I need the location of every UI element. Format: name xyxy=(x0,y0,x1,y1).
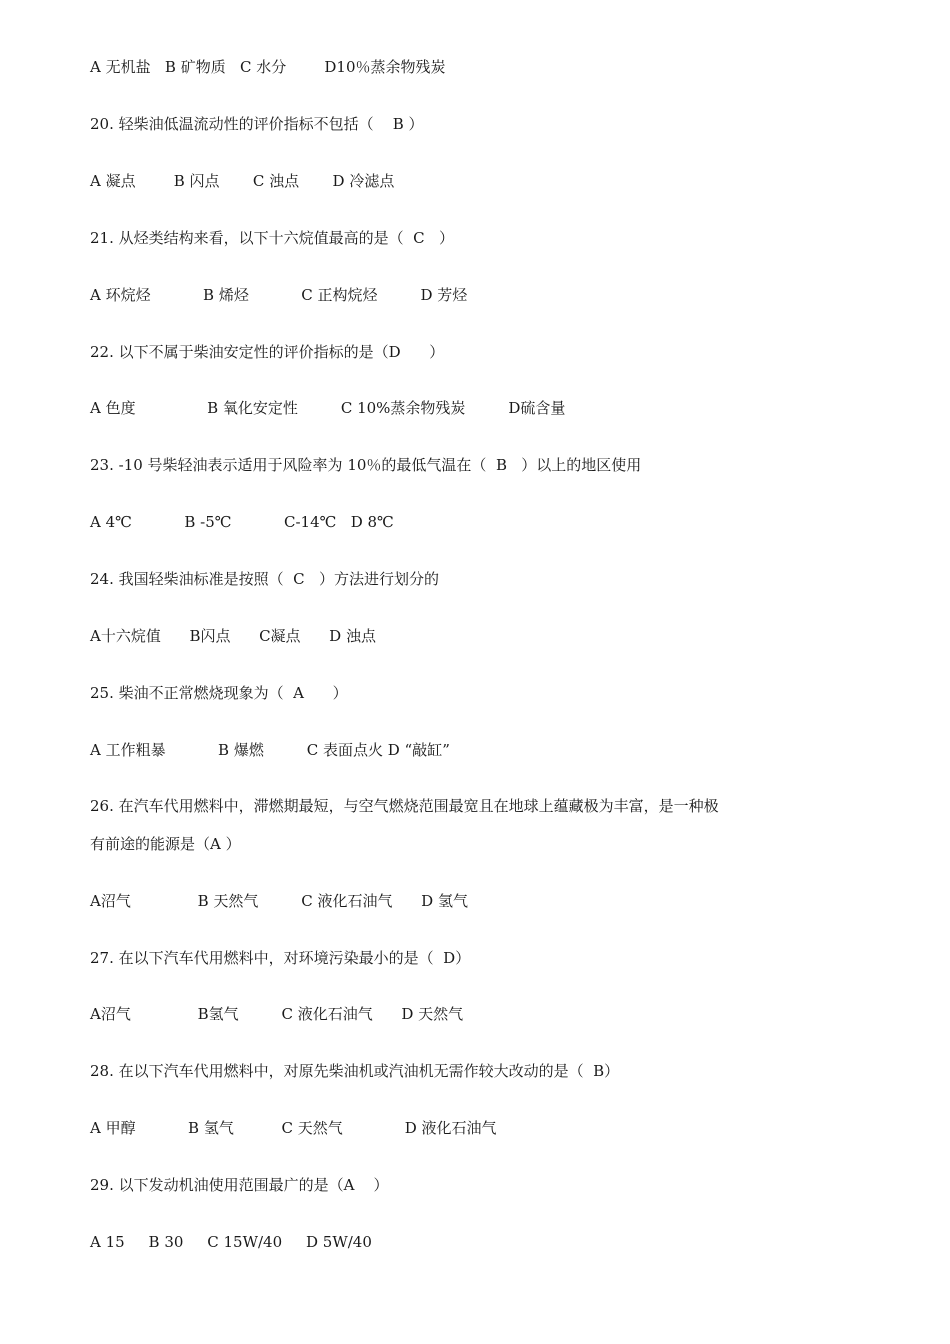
question-23: 23. -10 号柴轻油表示适用于风险率为 10％的最低气温在（ B ）以上的地区使用 xyxy=(90,456,642,474)
question-22: 22. 以下不属于柴油安定性的评价指标的是（D ） xyxy=(90,343,445,361)
options-q25: A 工作粗暴 B 爆燃 C 表面点火 D “敲缸” xyxy=(90,741,450,759)
question-20: 20. 轻柴油低温流动性的评价指标不包括（ B ） xyxy=(90,115,424,133)
options-q20: A 凝点 B 闪点 C 浊点 D 冷滤点 xyxy=(90,172,395,190)
options-q27: A沼气 B氢气 C 液化石油气 D 天然气 xyxy=(90,1005,464,1023)
options-q29: A 15 B 30 C 15W/40 D 5W/40 xyxy=(90,1233,372,1251)
question-21: 21. 从烃类结构来看，以下十六烷值最高的是（ C ） xyxy=(90,229,454,247)
options-q22: A 色度 B 氧化安定性 C 10%蒸余物残炭 D硫含量 xyxy=(90,399,566,417)
question-25: 25. 柴油不正常燃烧现象为（ A ） xyxy=(90,684,348,702)
options-q24: A十六烷值 B闪点 C凝点 D 浊点 xyxy=(90,627,376,645)
question-27: 27. 在以下汽车代用燃料中，对环境污染最小的是（ D） xyxy=(90,949,471,967)
options-q19: A 无机盐 B 矿物质 C 水分 D10％蒸余物残炭 xyxy=(90,58,446,76)
question-26: 26. 在汽车代用燃料中，滞燃期最短，与空气燃烧范围最宽且在地球上蕴藏极为丰富，是一种极 xyxy=(90,797,719,815)
options-q21: A 环烷烃 B 烯烃 C 正构烷烃 D 芳烃 xyxy=(90,286,468,304)
question-26-continued: 有前途的能源是（A ） xyxy=(90,835,241,853)
options-q26: A沼气 B 天然气 C 液化石油气 D 氢气 xyxy=(90,892,468,910)
options-q23: A 4℃ B -5℃ C-14℃ D 8℃ xyxy=(90,513,394,531)
question-29: 29. 以下发动机油使用范围最广的是（A ） xyxy=(90,1176,389,1194)
options-q28: A 甲醇 B 氢气 C 天然气 D 液化石油气 xyxy=(90,1119,497,1137)
question-28: 28. 在以下汽车代用燃料中，对原先柴油机或汽油机无需作较大改动的是（ B） xyxy=(90,1062,620,1080)
question-24: 24. 我国轻柴油标准是按照（ C ）方法进行划分的 xyxy=(90,570,439,588)
